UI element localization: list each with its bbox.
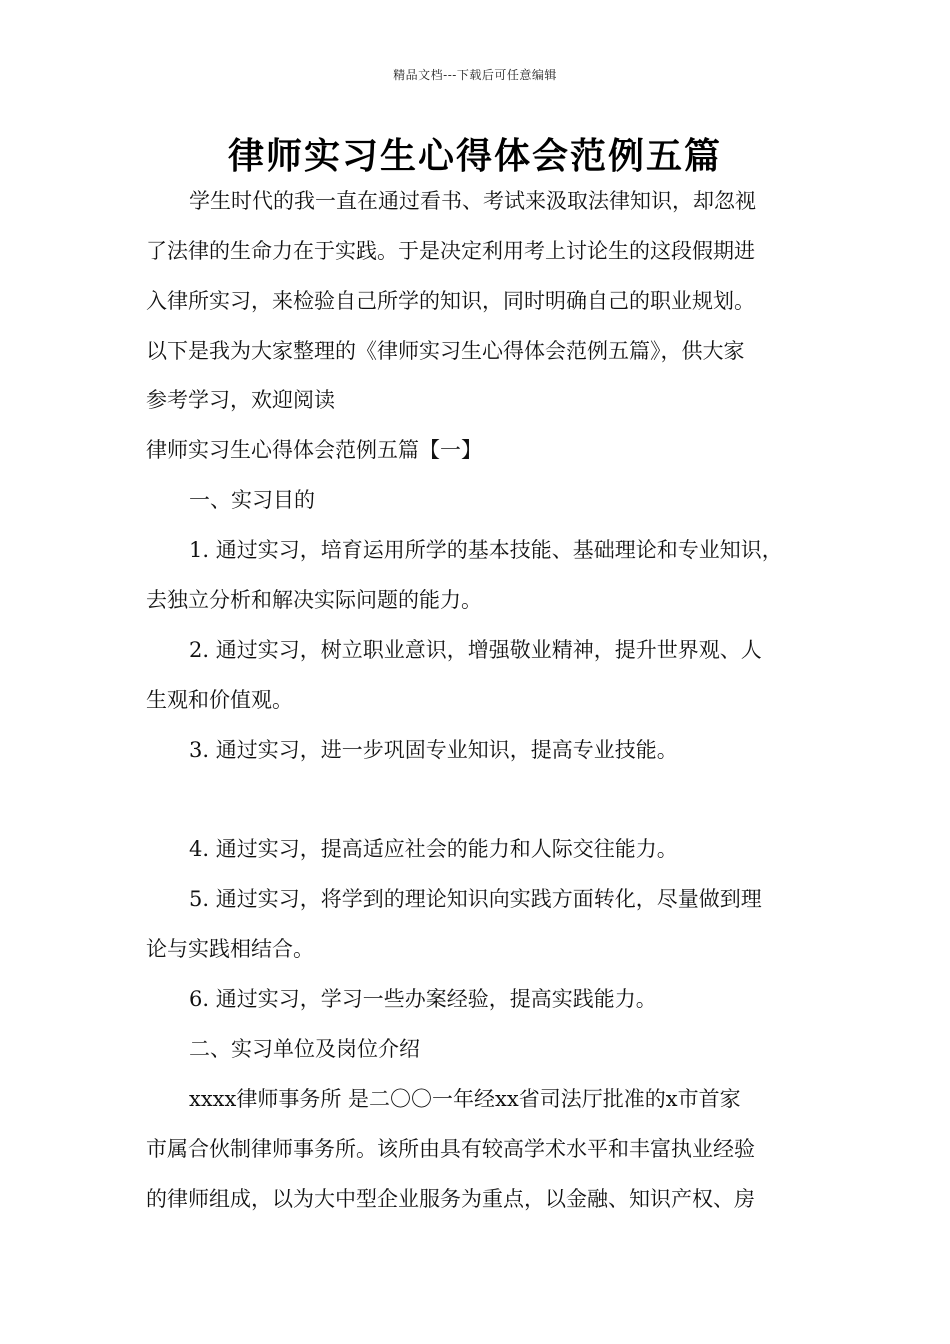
paragraph-line: 参考学习，欢迎阅读 [146,388,335,412]
list-item: 3. 通过实习，进一步巩固专业知识，提高专业技能。 [189,738,678,762]
list-item-continuation: 生观和价值观。 [146,688,293,712]
subsection-heading: 一、实习目的 [189,488,315,512]
document-title: 律师实习生心得体会范例五篇 [227,135,722,177]
section-heading: 律师实习生心得体会范例五篇【一】 [146,438,482,462]
subsection-heading: 二、实习单位及岗位介绍 [189,1037,420,1061]
list-item: 2. 通过实习，树立职业意识，增强敬业精神，提升世界观、人 [189,638,762,662]
list-item: 1. 通过实习，培育运用所学的基本技能、基础理论和专业知识， [189,538,783,562]
paragraph-line: 学生时代的我一直在通过看书、考试来汲取法律知识，却忽视 [189,189,756,213]
header-note: 精品文档---下载后可任意编辑 [393,68,557,82]
list-item-continuation: 论与实践相结合。 [146,937,314,961]
list-item: 4. 通过实习，提高适应社会的能力和人际交往能力。 [189,837,678,861]
list-item: 6. 通过实习，学习一些办案经验，提高实践能力。 [189,987,657,1011]
list-item: 5. 通过实习，将学到的理论知识向实践方面转化，尽量做到理 [189,887,762,911]
paragraph-line: 市属合伙制律师事务所。该所由具有较高学术水平和丰富执业经验 [146,1137,755,1161]
paragraph-line: 的律师组成，以为大中型企业服务为重点，以金融、知识产权、房 [146,1187,755,1211]
paragraph-line: 了法律的生命力在于实践。于是决定利用考上讨论生的这段假期进 [146,239,755,263]
paragraph-line: 以下是我为大家整理的《律师实习生心得体会范例五篇》，供大家 [146,339,745,363]
paragraph-line: xxxx律师事务所 是二〇〇一年经xx省司法厅批准的x市首家 [189,1087,741,1111]
paragraph-line: 入律所实习，来检验自己所学的知识，同时明确自己的职业规划。 [146,289,755,313]
list-item-continuation: 去独立分析和解决实际问题的能力。 [146,588,482,612]
